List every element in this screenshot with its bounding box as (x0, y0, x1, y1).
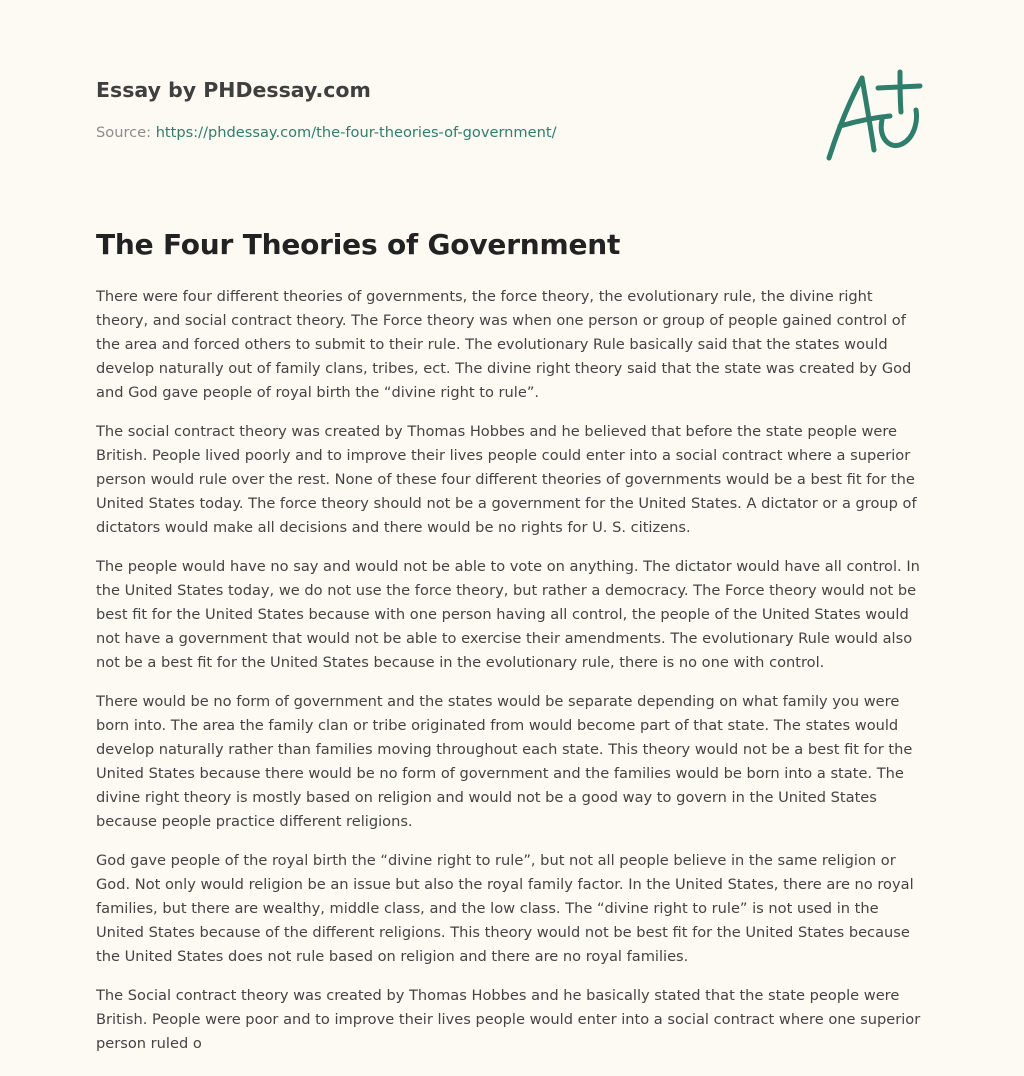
essay-paragraph-2: The social contract theory was created by Thomas Hobbes and he believed that before the state people were British. People lived poorly and to improve their lives people could enter into a social contract where a superior person would rule over the rest. None of these four different theories of governments would be a best fit for the United States today. The force theory should not be a government for the United States. A dictator or a group of dictators would make all decisions and there would be no rights for U. S. citizens. (96, 423, 917, 536)
essay-body (96, 285, 928, 1071)
essay-paragraph-1: There were four different theories of governments, the force theory, the evolutionary rule, the divine right theory, and social contract theory. The Force theory was when one person or group of people gained control of the area and forced others to submit to their rule. The evolutionary Rule basically said that the states would develop naturally out of family clans, tribes, ect. The divine right theory said that the state was created by God and God gave people of royal birth the “divine right to rule”. (96, 288, 912, 401)
site-brand: Essay by PHDessay.com (96, 78, 371, 102)
site-header (96, 76, 796, 104)
a-plus-logo-icon (820, 66, 930, 166)
essay-title: The Four Theories of Government (96, 228, 621, 261)
source-link[interactable]: https://phdessay.com/the-four-theories-of-government/ (155, 124, 557, 141)
essay-paragraph-4: There would be no form of government and the states would be separate depending on what family you were born into. The area the family clan or tribe originated from would become part of that state. The states would develop naturally rather than families moving throughout each state. This theory would not be a best fit for the United States because there would be no form of government and the families would be born into a state. The divine right theory is mostly based on religion and would not be a good way to govern in the United States because people practice different religions. (96, 693, 913, 830)
source-line (96, 123, 557, 143)
source-label: Source: (96, 124, 156, 141)
essay-paragraph-3: The people would have no say and would not be able to vote on anything. The dictator would have all control. In the United States today, we do not use the force theory, but rather a democracy. The Force theory would not be best fit for the United States because with one person having all control, the people of the United States would not have a government that would not be able to exercise their amendments. The evolutionary Rule would also not be a best fit for the United States because in the evolutionary rule, there is no one with control. (96, 558, 920, 671)
essay-paragraph-6: The Social contract theory was created by Thomas Hobbes and he basically stated that the state people were British. People were poor and to improve their lives people would enter into a social contract where one superior person ruled o (96, 987, 921, 1052)
essay-paragraph-5: God gave people of the royal birth the “divine right to rule”, but not all people believe in the same religion or God. Not only would religion be an issue but also the royal family factor. In the United States, there are no royal families, but there are wealthy, middle class, and the low class. The “divine right to rule” is not used in the United States because of the different religions. This theory would not be best fit for the United States because the United States does not rule based on religion and there are no royal families. (96, 852, 914, 965)
